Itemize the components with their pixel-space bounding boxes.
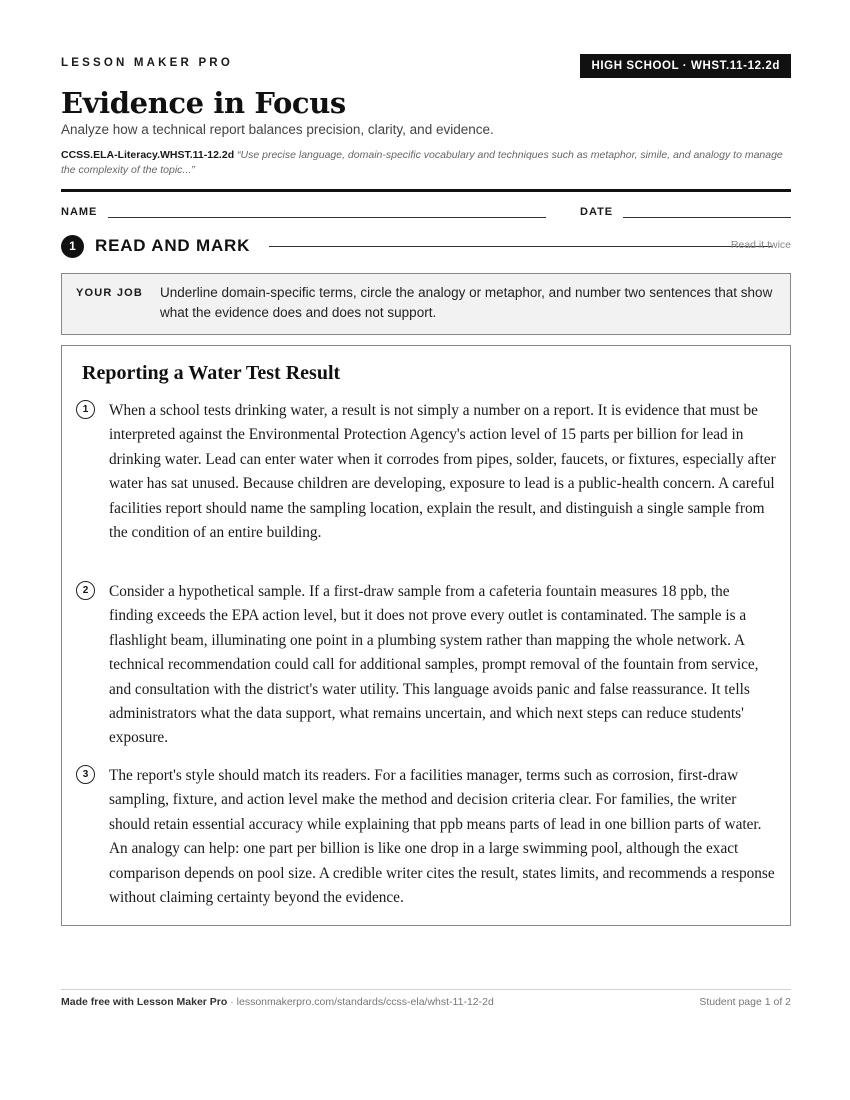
footer-divider: [61, 989, 791, 990]
reading-passage-box: [61, 345, 791, 926]
brand-name: LESSON MAKER PRO: [61, 57, 233, 69]
paragraph-number-icon: 2: [76, 581, 95, 600]
name-field-line[interactable]: [108, 217, 546, 218]
standard-quote: “Use precise language, domain-specific vocabulary and techniques such as metaphor, simile, and analogy to manage the complexity of the topic...”: [61, 149, 783, 176]
standard-description: [61, 148, 791, 178]
paragraph-text: Consider a hypothetical sample. If a first-draw sample from a cafeteria fountain measures 18 ppb, the finding exceeds the EPA action level, but it does not prove every outlet is contaminated. The sample is a flashlight beam, illuminating one point in a plumbing system rather than mapping the whole network. A technical recommendation could call for additional samples, prompt removal of the fountain from service, and consultation with the district's water utility. This language avoids panic and false reassurance. It tells administrators what the data support, what remains uncertain, and which next steps can reduce students' exposure.: [109, 583, 759, 747]
paragraph-text: When a school tests drinking water, a result is not simply a number on a report. It is evidence that must be interpreted against the Environmental Protection Agency's action level of 15 parts per billion for lead in drinking water. Lead can enter water when it corrodes from pipes, solder, faucets, or fixtures, especially after water has sat unused. Because children are developing, exposure to lead is a public-health concern. A careful facilities report should name the sampling location, explain the result, and distinguish a single sample from the condition of an entire building.: [109, 402, 776, 542]
header-divider: [61, 189, 791, 192]
date-label: DATE: [580, 206, 614, 218]
footer-page-number: Student page 1 of 2: [699, 996, 791, 1008]
worksheet-page: [61, 0, 791, 1100]
page-title: Evidence in Focus: [61, 86, 346, 120]
section-title: READ AND MARK: [95, 236, 251, 255]
page-subtitle: Analyze how a technical report balances precision, clarity, and evidence.: [61, 122, 494, 137]
footer-credit: [61, 996, 494, 1008]
paragraph-number-icon: 3: [76, 765, 95, 784]
your-job-instructions: Underline domain-specific terms, circle the analogy or metaphor, and number two sentences that show what the evidence does and does not support.: [160, 285, 773, 320]
your-job-label: YOUR JOB: [76, 287, 144, 299]
section-note: Read it twice: [730, 239, 791, 251]
name-label: NAME: [61, 206, 98, 218]
paragraph-1: [76, 399, 776, 545]
section-number-badge: 1: [61, 235, 84, 258]
footer-made-with: Made free with Lesson Maker Pro: [61, 996, 228, 1008]
your-job-box: [61, 273, 791, 335]
grade-standard-badge: HIGH SCHOOL · WHST.11-12.2d: [580, 54, 791, 78]
paragraph-2: [76, 580, 776, 751]
paragraph-text: The report's style should match its readers. For a facilities manager, terms such as corrosion, first-draw sampling, fixture, and action level make the method and decision criteria clear. For families, the writer should retain essential accuracy while explaining that ppb means parts of lead in one billion parts of water. An analogy can help: one part per billion is like one drop in a large swimming pool, although the exact comparison depends on pool size. A credible writer cites the result, states limits, and recommends a response without claiming certainty beyond the evidence.: [109, 767, 775, 907]
standard-code: CCSS.ELA-Literacy.WHST.11-12.2d: [61, 149, 235, 161]
reading-title: Reporting a Water Test Result: [82, 362, 341, 384]
paragraph-3: [76, 764, 776, 910]
footer-url[interactable]: · lessonmakerpro.com/standards/ccss-ela/whst-11-12-2d: [227, 996, 494, 1008]
section-divider: [269, 246, 773, 247]
paragraph-number-icon: 1: [76, 400, 95, 419]
date-field-line[interactable]: [623, 217, 791, 218]
